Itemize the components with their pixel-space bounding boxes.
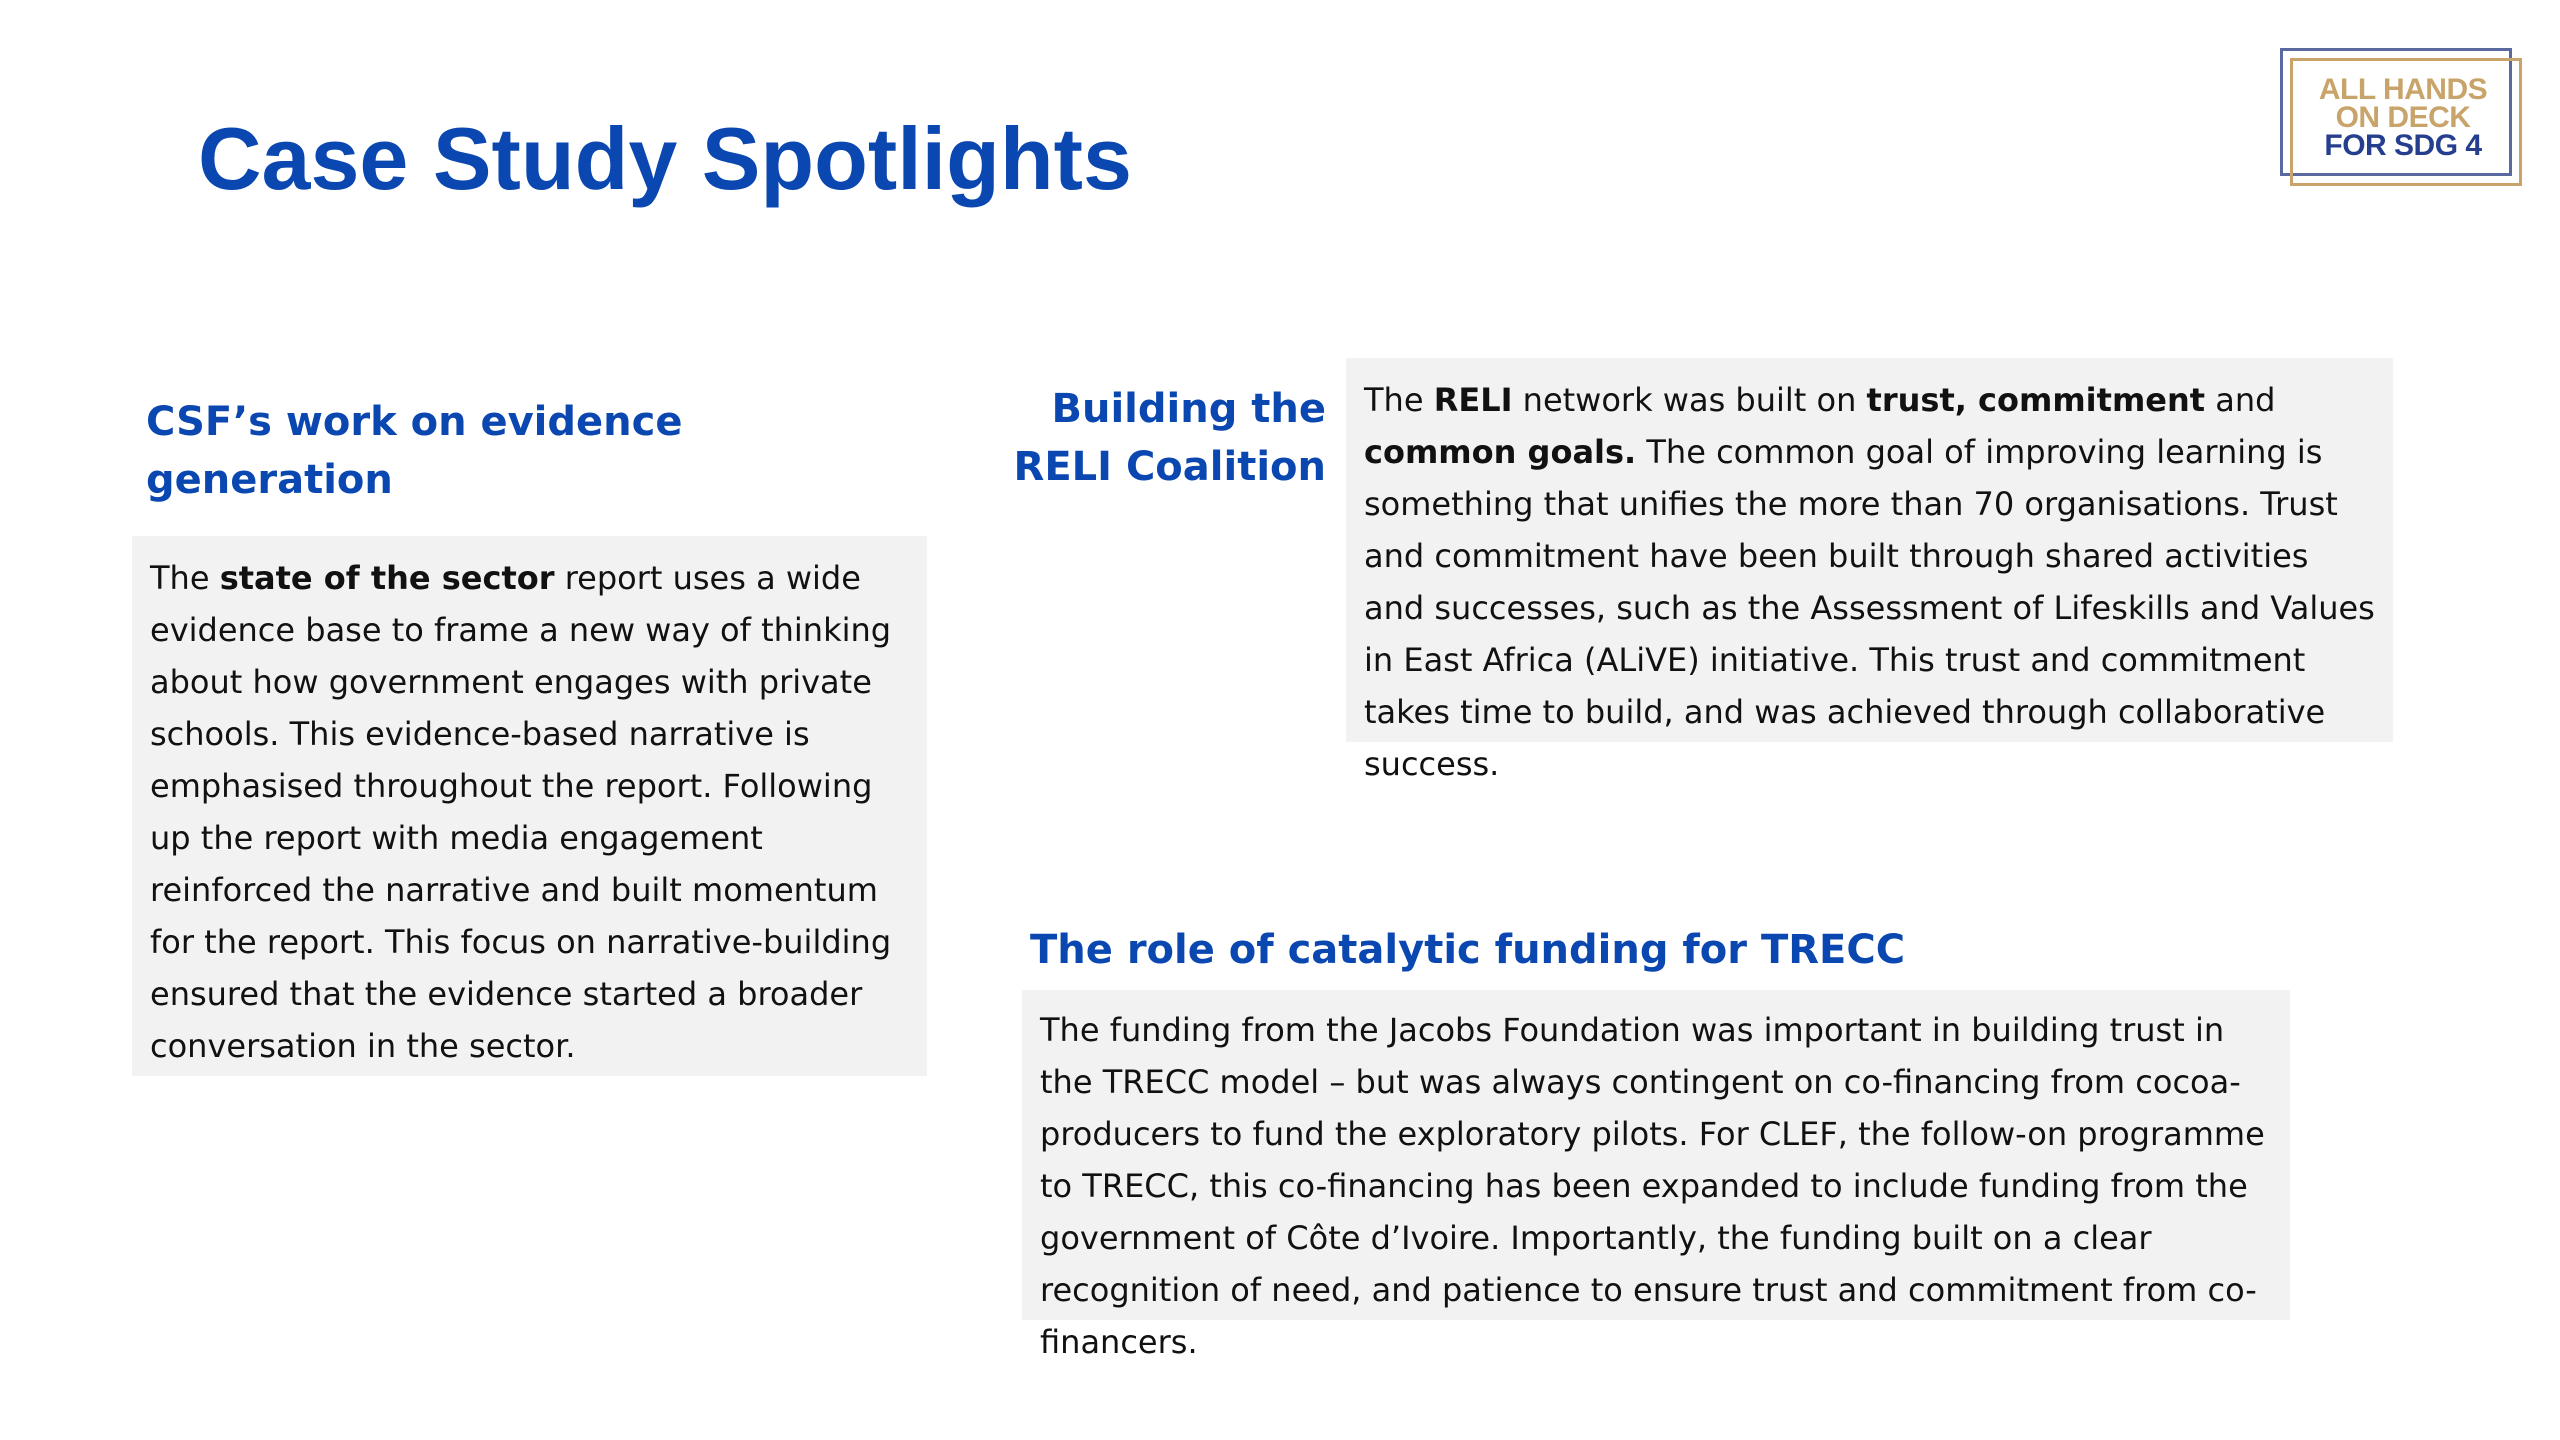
csf-case-text-box bbox=[132, 536, 927, 1076]
all-hands-on-deck-logo bbox=[2280, 48, 2522, 186]
trecc-case-text-box bbox=[1022, 990, 2290, 1361]
logo-line-2: ON DECK bbox=[2335, 101, 2471, 134]
logo-line-3: FOR SDG 4 bbox=[2324, 129, 2482, 162]
reli-text-bold-reli: RELI bbox=[1433, 381, 1513, 419]
csf-case-heading: CSF’s work on evidence generation bbox=[146, 399, 683, 503]
reli-text-bold-trust-commitment: trust, commitment bbox=[1866, 381, 2206, 419]
logo-text bbox=[2298, 73, 2508, 162]
reli-text-4: The common goal of improving learning is something that unifies the more than 70 organisations. Trust and commitment have been built through shared activities and successes, such as the Assessment of Lifeskills and Values in East Africa (ALiVE) initiative. This trust and commitment takes time to build, and was achieved through collaborative success. bbox=[1364, 433, 2375, 783]
trecc-text: The funding from the Jacobs Foundation was important in building trust in the TRECC model – but was always contingent on co-financing from cocoa-producers to fund the exploratory pilots. For CLEF, the follow-on programme to TRECC, this co-financing has been expanded to include funding from the government of Côte d’Ivoire. Importantly, the funding built on a clear recognition of need, and patience to ensure trust and commitment from co-financers. bbox=[1040, 1011, 2265, 1361]
slide-title: Case Study Spotlights bbox=[198, 109, 1132, 208]
logo-line-1: ALL HANDS bbox=[2318, 73, 2488, 106]
reli-text-3: and bbox=[2205, 381, 2276, 419]
reli-text-2: network was built on bbox=[1512, 381, 1867, 419]
reli-text-1: The bbox=[1364, 381, 1434, 419]
trecc-case-heading: The role of catalytic funding for TRECC bbox=[1030, 927, 1906, 973]
csf-text-rest: report uses a wide evidence base to frame a new way of thinking about how government engages with private schools. This evidence-based narrative is emphasised throughout the report. Following up the report with media engagement reinforced the narrative and built momentum for the report. This focus on narrative-building ensured that the evidence started a broader conversation in the sector. bbox=[150, 559, 892, 1065]
reli-case-text-box bbox=[1346, 358, 2393, 783]
reli-case-heading: Building the RELI Coalition bbox=[1013, 386, 1326, 490]
csf-text-bold-state-of-sector: state of the sector bbox=[219, 559, 555, 597]
csf-text-intro: The bbox=[150, 559, 220, 597]
reli-text-bold-common-goals: common goals. bbox=[1364, 433, 1637, 471]
